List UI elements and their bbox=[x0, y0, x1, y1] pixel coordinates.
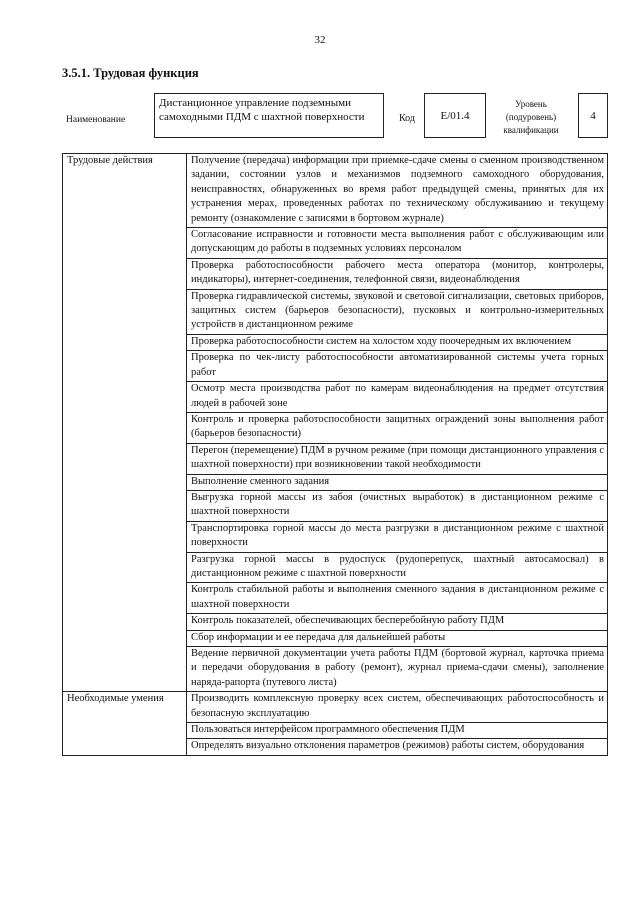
labor-actions-row bbox=[63, 154, 608, 228]
labor-actions-item: Ведение первичной документации учета работы ПДМ (бортовой журнал, карточка приема и передачи оборудования в работу (ремонт), журнал приема-сдачи смены), заполнение наряда-рапорта (путевого листа) bbox=[187, 647, 608, 692]
section-title: 3.5.1. Трудовая функция bbox=[62, 66, 199, 80]
code-label: Код bbox=[399, 113, 415, 124]
labor-actions-item: Осмотр места производства работ по камерам видеонаблюдения на предмет отсутствия людей в рабочей зоне bbox=[187, 382, 608, 413]
level-label-line2: (подуровень) bbox=[505, 112, 557, 122]
skills-row bbox=[63, 692, 608, 723]
labor-actions-item: Получение (передача) информации при приемке-сдаче смены о сменном производственном задании, состоянии узлов и механизмов подземного самоходного оборудования, неисправностях, обнаруженных во время работ предыдущей смены, принятых для их устранения мерах, проведенных работах по техническому обслуживанию и текущему ремонту (ознакомление с записями в бортовом журнале) bbox=[187, 154, 608, 228]
name-label: Наименование bbox=[66, 115, 126, 125]
skills-category: Необходимые умения bbox=[63, 692, 187, 756]
labor-actions-item: Выгрузка горной массы из забоя (очистных выработок) в дистанционном режиме с шахтной поверхности bbox=[187, 490, 608, 521]
labor-actions-item: Транспортировка горной массы до места разгрузки в дистанционном режиме с шахтной поверхности bbox=[187, 521, 608, 552]
labor-actions-item: Проверка по чек-листу работоспособности автоматизированной системы учета горных работ bbox=[187, 351, 608, 382]
code-value: E/01.4 bbox=[424, 93, 486, 138]
level-label bbox=[496, 98, 566, 137]
labor-actions-item: Разгрузка горной массы в рудоспуск (рудоперепуск, шахтный автосамосвал) в дистанционном режиме с шахтной поверхности bbox=[187, 552, 608, 583]
skills-item: Определять визуально отклонения параметров (режимов) работы систем, оборудования bbox=[187, 739, 608, 755]
function-table-body bbox=[63, 154, 608, 756]
name-value: Дистанционное управление подземными самоходными ПДМ с шахтной поверхности bbox=[154, 93, 384, 138]
level-label-line3: квалификации bbox=[503, 125, 559, 135]
function-table bbox=[62, 153, 608, 756]
level-value: 4 bbox=[578, 93, 608, 138]
skills-item: Производить комплексную проверку всех систем, обеспечивающих работоспособность и безопасную эксплуатацию bbox=[187, 692, 608, 723]
page-number: 32 bbox=[314, 34, 326, 46]
labor-actions-item: Сбор информации и ее передача для дальнейшей работы bbox=[187, 630, 608, 646]
labor-actions-item: Проверка гидравлической системы, звуковой и световой сигнализации, световых приборов, защитных систем (барьеров безопасности), пусковых и контрольно-измерительных устройств в дистанционном режиме bbox=[187, 289, 608, 334]
labor-actions-item: Контроль и проверка работоспособности защитных ограждений зоны выполнения работ (барьеров безопасности) bbox=[187, 412, 608, 443]
labor-actions-item: Согласование исправности и готовности места выполнения работ с обслуживающим или допускающим до работы в подземных условиях персоналом bbox=[187, 228, 608, 259]
labor-actions-item: Проверка работоспособности систем на холостом ходу поочередным их включением bbox=[187, 334, 608, 350]
skills-item: Пользоваться интерфейсом программного обеспечения ПДМ bbox=[187, 723, 608, 739]
labor-actions-item: Проверка работоспособности рабочего места оператора (монитор, контролеры, индикаторы), интернет-соединения, телефонной связи, видеонаблюдения bbox=[187, 258, 608, 289]
labor-actions-category: Трудовые действия bbox=[63, 154, 187, 692]
level-label-line1: Уровень bbox=[515, 99, 547, 109]
labor-actions-item: Контроль стабильной работы и выполнения сменного задания в дистанционном режиме с шахтной поверхности bbox=[187, 583, 608, 614]
labor-actions-item: Выполнение сменного задания bbox=[187, 474, 608, 490]
labor-actions-item: Перегон (перемещение) ПДМ в ручном режиме (при помощи дистанционного управления с шахтной поверхности) при возникновении такой необходимости bbox=[187, 443, 608, 474]
labor-actions-item: Контроль показателей, обеспечивающих бесперебойную работу ПДМ bbox=[187, 614, 608, 630]
